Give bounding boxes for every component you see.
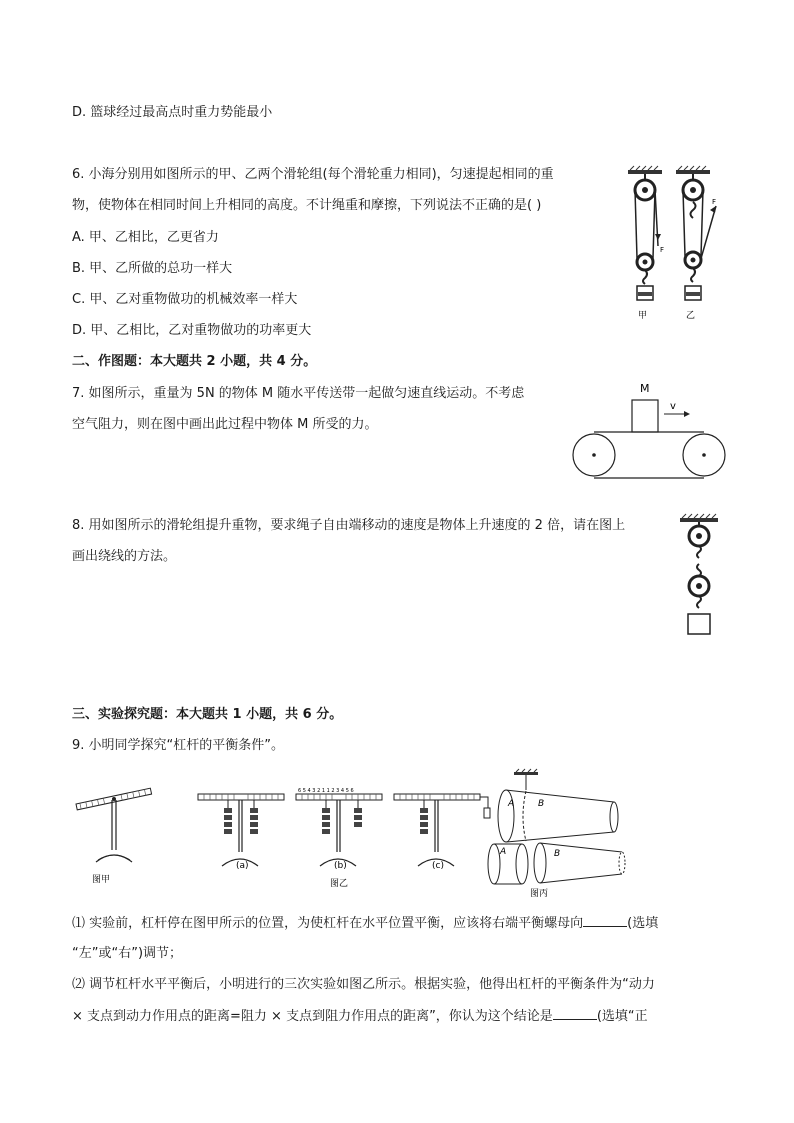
q6-label-jia: 甲	[638, 311, 648, 321]
q6-option-b: B. 甲、乙所做的总功一样大	[72, 261, 233, 276]
q9-sub-b: (b)	[334, 861, 347, 871]
q9-label-jia: 图甲	[92, 875, 111, 885]
q8-stem-line1: 8. 用如图所示的滑轮组提升重物，要求绳子自由端移动的速度是物体上升速度的 2 倍，请在图上	[72, 518, 626, 533]
q5-option-d: D. 篮球经过最高点时重力势能最小	[72, 105, 273, 120]
q6-option-d: D. 甲、乙相比，乙对重物做功的功率更大	[72, 323, 312, 338]
q6-label-yi: 乙	[686, 311, 696, 321]
q9-sub-a: (a)	[236, 861, 249, 871]
q7-stem-line1: 7. 如图所示，重量为 5N 的物体 M 随水平传送带一起做匀速直线运动。不考虑	[72, 386, 525, 401]
q9-sub1-hint: (选填	[627, 916, 659, 931]
q6-pulley-figure	[618, 166, 728, 322]
q9-sub2-answer-blank[interactable]	[553, 1007, 597, 1020]
q6-option-c: C. 甲、乙对重物做功的机械效率一样大	[72, 292, 298, 307]
q9-part-a-bottom: A	[500, 847, 507, 857]
q9-label-yi: 图乙	[330, 879, 349, 889]
q8-stem-line2: 画出绕线的方法。	[72, 549, 177, 564]
q6-stem-line2: 物，使物体在相同时间上升相同的高度。不计绳重和摩擦，下列说法不正确的是( )	[72, 198, 542, 213]
q9-figure-bing	[484, 770, 630, 900]
q7-stem-line2: 空气阻力，则在图中画出此过程中物体 M 所受的力。	[72, 417, 378, 432]
q9-sub-c: (c)	[432, 861, 444, 871]
q6-option-a: A. 甲、乙相比，乙更省力	[72, 230, 219, 245]
q9-figure-jia	[72, 782, 162, 886]
q6-force-label-yi: F	[712, 198, 717, 206]
q8-pulley-figure	[674, 514, 724, 638]
q9-part-a-top: A	[508, 799, 515, 809]
q6-stem-line1: 6. 小海分别用如图所示的甲、乙两个滑轮组(每个滑轮重力相同)，匀速提起相同的重	[72, 167, 554, 182]
q6-force-label-jia: F	[660, 246, 665, 254]
q9-sub2-line2	[72, 1007, 648, 1026]
q9-figure-yi	[196, 786, 486, 890]
q7-block-label: M	[640, 382, 650, 395]
q9-sub1-answer-blank[interactable]	[583, 914, 627, 927]
q9-sub1-line2: “左”或“右”)调节；	[72, 946, 183, 961]
q9-sub2-text: × 支点到动力作用点的距离=阻力 × 支点到阻力作用点的距离”，你认为这个结论是	[72, 1009, 553, 1024]
q7-velocity-label: v	[670, 401, 676, 412]
q7-conveyor-figure	[572, 380, 726, 482]
q9-label-bing: 图丙	[530, 889, 549, 899]
q9-sub1-text: ⑴ 实验前，杠杆停在图甲所示的位置，为使杠杆在水平位置平衡，应该将右端平衡螺母向	[72, 916, 584, 931]
q9-part-b-bottom: B	[554, 849, 561, 859]
q9-sub2-hint: (选填“正	[596, 1009, 648, 1024]
q9-part-b-top: B	[538, 799, 545, 809]
section-3-title: 三、实验探究题：本大题共 1 小题，共 6 分。	[72, 707, 343, 722]
q9-sub1-line1	[72, 914, 658, 933]
section-2-title: 二、作图题：本大题共 2 小题，共 4 分。	[72, 354, 317, 369]
q9-stem: 9. 小明同学探究“杠杆的平衡条件”。	[72, 738, 285, 753]
q9-sub2-line1: ⑵ 调节杠杆水平平衡后，小明进行的三次实验如图乙所示。根据实验，他得出杠杆的平衡条件为“动力	[72, 977, 655, 992]
q9-scale-label: 6 5 4 3 2 1 1 2 3 4 5 6	[298, 788, 354, 794]
